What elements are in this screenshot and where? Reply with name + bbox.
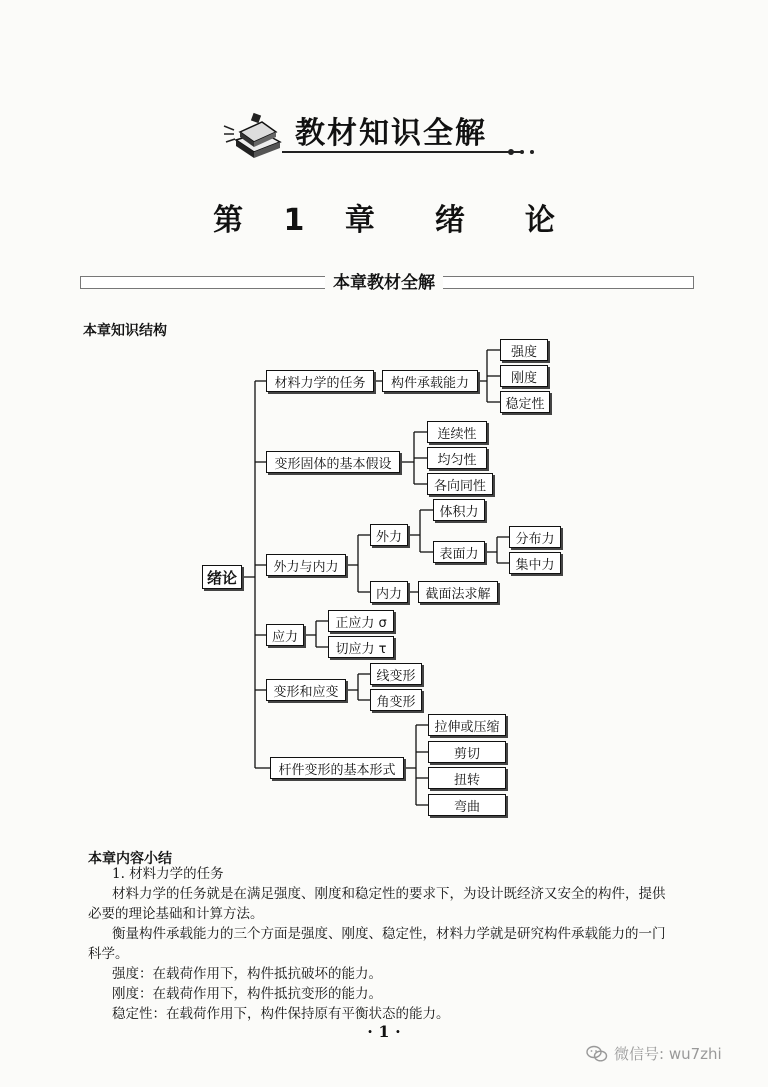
node-homogeneity: 均匀性	[427, 447, 487, 469]
node-tension-compression: 拉伸或压缩	[428, 714, 506, 736]
definition-stability: 稳定性：在载荷作用下，构件保持原有平衡状态的能力。	[112, 1006, 450, 1022]
mindmap-root: 绪论	[202, 565, 242, 589]
node-deformation-strain: 变形和应变	[266, 679, 346, 701]
node-surface-force: 表面力	[433, 541, 485, 563]
node-material-mechanics-task: 材料力学的任务	[266, 370, 374, 392]
summary-heading: 本章内容小结	[88, 851, 172, 867]
node-stress: 应力	[266, 624, 304, 646]
node-normal-stress: 正应力 σ	[328, 610, 394, 632]
paragraph-line: 衡量构件承载能力的三个方面是强度、刚度、稳定性，材料力学就是研究构件承载能力的一门	[112, 926, 666, 942]
paragraph-line: 必要的理论基础和计算方法。	[88, 906, 264, 922]
node-external-force: 外力	[370, 524, 408, 546]
banner-title: 教材知识全解	[295, 116, 487, 151]
node-body-force: 体积力	[433, 499, 485, 521]
node-stiffness: 刚度	[500, 365, 548, 387]
definition-strength: 强度：在载荷作用下，构件抵抗破坏的能力。	[112, 966, 382, 982]
node-external-internal-force: 外力与内力	[266, 554, 346, 576]
wechat-watermark	[586, 1043, 722, 1064]
node-torsion: 扭转	[428, 767, 506, 789]
node-distributed-force: 分布力	[509, 526, 561, 548]
paragraph-line: 科学。	[88, 946, 129, 962]
structure-heading: 本章知识结构	[83, 323, 167, 339]
node-angular-deformation: 角变形	[370, 689, 422, 711]
node-basic-assumptions: 变形固体的基本假设	[266, 451, 400, 473]
definition-stiffness: 刚度：在载荷作用下，构件抵抗变形的能力。	[112, 986, 382, 1002]
node-concentrated-force: 集中力	[509, 552, 561, 574]
node-internal-force: 内力	[370, 581, 408, 603]
node-continuity: 连续性	[427, 421, 487, 443]
node-bending: 弯曲	[428, 794, 506, 816]
summary-subheading: 1. 材料力学的任务	[112, 866, 224, 882]
node-section-method: 截面法求解	[418, 581, 498, 603]
node-linear-deformation: 线变形	[370, 663, 422, 685]
node-stability: 稳定性	[500, 391, 550, 413]
page-number: · 1 ·	[367, 1022, 401, 1041]
node-basic-deformation-forms: 杆件变形的基本形式	[270, 757, 404, 779]
watermark-text: 微信号: wu7zhi	[614, 1045, 722, 1063]
section-title-text: 本章教材全解	[325, 273, 443, 293]
node-isotropy: 各向同性	[427, 473, 493, 495]
wechat-icon	[586, 1045, 608, 1063]
node-strength: 强度	[500, 339, 548, 361]
chapter-title: 第 1 章 绪 论	[213, 203, 555, 238]
node-shear-stress: 切应力 τ	[328, 636, 394, 658]
node-load-capacity: 构件承载能力	[382, 370, 478, 392]
paragraph-line: 材料力学的任务就是在满足强度、刚度和稳定性的要求下，为设计既经济又安全的构件，提供	[112, 886, 666, 902]
node-shear: 剪切	[428, 741, 506, 763]
